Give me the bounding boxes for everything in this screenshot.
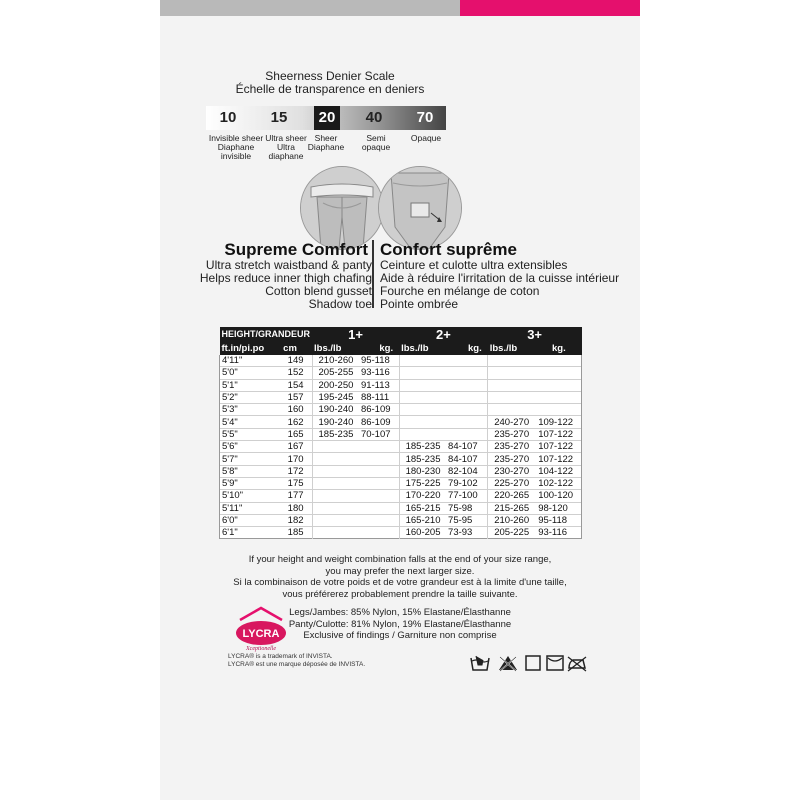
- height-ft-cell: 6'0": [220, 514, 282, 526]
- height-ft-cell: 5'6": [220, 441, 282, 453]
- denier-40: 40: [365, 109, 383, 126]
- size3-kg-cell: 102-122: [536, 477, 581, 489]
- size2-kg-cell: [446, 379, 488, 391]
- height-header: HEIGHT/GRANDEUR: [220, 327, 313, 341]
- height-ft-cell: 5'10": [220, 490, 282, 502]
- feature-en-4: Shadow toe: [308, 297, 372, 311]
- size1-kg-cell: 93-116: [360, 367, 390, 379]
- denier-15: 15: [270, 109, 288, 126]
- lbs-header-2: lbs./lb: [399, 341, 446, 355]
- height-cm-cell: 152: [287, 367, 304, 379]
- features-divider: [372, 240, 374, 308]
- size2-kg-cell: 82-104: [448, 465, 478, 477]
- kg-header-1: kg.: [359, 341, 399, 355]
- denier-label-10: Invisible sheer Diaphane invisible: [208, 133, 264, 161]
- height-cm-cell: 154: [287, 379, 304, 391]
- size3-lbs-cell: 210-260: [488, 514, 536, 526]
- size1-kg-cell: [359, 514, 399, 526]
- height-ft-cell: 5'2": [220, 391, 282, 403]
- size2-lbs-cell: 160-205: [399, 527, 446, 539]
- size1-lbs-cell: [312, 453, 359, 465]
- waistband-illustration: [300, 166, 384, 250]
- size2-kg-cell: 73-93: [448, 527, 473, 539]
- size1-lbs-cell: [312, 514, 359, 526]
- size3-kg-cell: [536, 355, 581, 367]
- size1-kg-cell: 86-109: [360, 404, 391, 416]
- size1-kg-cell: 91-113: [360, 379, 390, 391]
- size3-lbs-cell: 230-270: [488, 465, 536, 477]
- size3-lbs-cell: [488, 404, 536, 416]
- height-cm-cell: 167: [287, 441, 304, 453]
- height-ft-cell: 5'7": [220, 453, 282, 465]
- feature-fr-1: Ceinture et culotte ultra extensibles: [380, 258, 568, 272]
- size3-kg-cell: [536, 404, 581, 416]
- size-header-3: 3+: [488, 327, 582, 341]
- size1-lbs-cell: 200-250: [312, 379, 359, 391]
- height-ft-cell: 5'8": [220, 465, 282, 477]
- no-bleach-icon: [498, 654, 518, 677]
- height-cm-cell: 149: [287, 355, 304, 367]
- denier-label-40: Semi opaque: [361, 133, 391, 152]
- size1-lbs-cell: 185-235: [312, 428, 359, 440]
- size1-kg-cell: [359, 490, 399, 502]
- size2-lbs-cell: 175-225: [399, 477, 446, 489]
- height-ft-cell: 5'4": [220, 416, 282, 428]
- table-row: [220, 428, 582, 440]
- gusset-illustration: [378, 166, 462, 250]
- table-row: [220, 355, 582, 367]
- size3-kg-cell: 109-122: [536, 416, 581, 428]
- features-title-en: Supreme Comfort: [224, 240, 368, 259]
- size2-kg-cell: 75-98: [448, 502, 473, 514]
- size2-lbs-cell: [399, 416, 446, 428]
- top-bar-grey: [160, 0, 460, 16]
- size3-kg-cell: 104-122: [536, 465, 581, 477]
- size3-lbs-cell: 240-270: [488, 416, 536, 428]
- table-row: [220, 416, 582, 428]
- size1-lbs-cell: 190-240: [312, 416, 359, 428]
- size1-lbs-cell: [312, 477, 359, 489]
- height-cm-cell: 175: [287, 478, 304, 490]
- size2-lbs-cell: [399, 355, 446, 367]
- kg-header-3: kg.: [536, 341, 581, 355]
- height-ft-cell: 5'11": [220, 502, 282, 514]
- size3-kg-cell: 100-120: [536, 490, 581, 502]
- size3-kg-cell: 107-122: [536, 428, 581, 440]
- height-ft-cell: 5'3": [220, 404, 282, 416]
- size2-lbs-cell: 185-235: [399, 441, 446, 453]
- feature-fr-2: Aide à réduire l'irritation de la cuisse intérieur: [380, 271, 620, 285]
- size1-kg-cell: 88-111: [360, 392, 390, 404]
- size1-lbs-cell: 210-260: [312, 355, 359, 367]
- size3-kg-cell: 95-118: [536, 514, 581, 526]
- table-row: [220, 379, 582, 391]
- size3-lbs-cell: 235-270: [488, 453, 536, 465]
- size2-kg-cell: [446, 416, 488, 428]
- denier-label-20: Sheer Diaphane: [307, 133, 345, 152]
- table-row: [220, 490, 582, 502]
- height-cm-cell: 182: [287, 515, 304, 526]
- table-row: [220, 514, 582, 526]
- size2-lbs-cell: 165-215: [399, 502, 446, 514]
- table-row: [220, 441, 582, 453]
- unit-cm-header: cm: [281, 341, 312, 355]
- feature-en-2: Helps reduce inner thigh chafing: [199, 271, 372, 285]
- size3-kg-cell: 107-122: [536, 453, 581, 465]
- size1-kg-cell: 86-109: [360, 416, 391, 428]
- lycra-sub-text: Xceptionelle: [246, 646, 276, 652]
- height-ft-cell: 4'11": [220, 355, 282, 367]
- size2-kg-cell: 79-102: [448, 478, 478, 490]
- height-cm-cell: 165: [287, 428, 304, 440]
- hand-wash-icon: [470, 654, 490, 677]
- size2-kg-cell: [446, 367, 488, 379]
- table-row: [220, 391, 582, 403]
- size3-kg-cell: [536, 379, 581, 391]
- size1-lbs-cell: [312, 527, 359, 539]
- height-cm-cell: 177: [287, 490, 304, 502]
- height-ft-cell: 5'9": [220, 477, 282, 489]
- fabric-composition: Legs/Jambes: 85% Nylon, 15% Elastane/Élasthanne Panty/Culotte: 81% Nylon, 19% Elastane/Élasthanne Exclusive of findings / Garniture non comprise: [288, 607, 512, 641]
- size1-kg-cell: 95-118: [360, 355, 390, 367]
- height-ft-cell: 6'1": [220, 527, 282, 539]
- size2-lbs-cell: 170-220: [399, 490, 446, 502]
- size2-kg-cell: [446, 355, 488, 367]
- size3-lbs-cell: 205-225: [488, 527, 536, 539]
- lycra-logo-text: LYCRA: [242, 628, 280, 640]
- size1-kg-cell: [359, 502, 399, 514]
- size3-lbs-cell: [488, 379, 536, 391]
- size2-lbs-cell: 165-210: [399, 514, 446, 526]
- size1-lbs-cell: [312, 490, 359, 502]
- denier-label-70: Opaque: [410, 133, 442, 143]
- table-row: [220, 367, 582, 379]
- size-note: If your height and weight combination falls at the end of your size range, you may prefer the next larger size. Si la combinaison de votre poids et de votre grandeur est à la limite d'une taille, vous préférerez probablement prendre la taille suivante.: [233, 554, 567, 600]
- size3-lbs-cell: 225-270: [488, 477, 536, 489]
- size2-lbs-cell: [399, 391, 446, 403]
- size3-kg-cell: 107-122: [536, 441, 581, 453]
- table-row: [220, 502, 582, 514]
- height-cm-cell: 157: [287, 392, 304, 404]
- size-chart-table: [219, 327, 582, 539]
- denier-title-en: Sheerness Denier Scale: [265, 69, 395, 83]
- size3-lbs-cell: 235-270: [488, 428, 536, 440]
- size3-lbs-cell: 215-265: [488, 502, 536, 514]
- kg-header-2: kg.: [446, 341, 488, 355]
- size1-lbs-cell: 195-245: [312, 391, 359, 403]
- height-ft-cell: 5'5": [220, 428, 282, 440]
- denier-title-fr: Échelle de transparence en deniers: [235, 82, 425, 96]
- lycra-trademark: LYCRA® is a trademark of INVISTA. LYCRA® est une marque déposée de INVISTA.: [228, 653, 366, 668]
- denier-20-selected: 20: [314, 106, 340, 130]
- height-cm-cell: 162: [287, 416, 304, 428]
- lbs-header-3: lbs./lb: [488, 341, 536, 355]
- size2-lbs-cell: 185-235: [399, 453, 446, 465]
- size3-kg-cell: [536, 367, 581, 379]
- size-header-1: 1+: [312, 327, 399, 341]
- table-row: [220, 453, 582, 465]
- height-cm-cell: 180: [287, 502, 304, 514]
- size1-lbs-cell: 205-255: [312, 367, 359, 379]
- feature-fr-3: Fourche en mélange de coton: [380, 284, 540, 298]
- denier-label-15: Ultra sheer Ultra diaphane: [265, 133, 307, 161]
- table-row: [220, 404, 582, 416]
- size1-kg-cell: [359, 453, 399, 465]
- size2-kg-cell: 84-107: [448, 441, 478, 453]
- size1-kg-cell: 70-107: [360, 428, 391, 440]
- size-header-2: 2+: [399, 327, 488, 341]
- denier-scale-title: [180, 70, 480, 96]
- size2-kg-cell: 77-100: [448, 490, 478, 502]
- tumble-dry-icon: [525, 654, 541, 677]
- height-cm-cell: 185: [287, 527, 304, 539]
- table-row: [220, 465, 582, 477]
- size3-kg-cell: 93-116: [536, 527, 581, 539]
- size2-lbs-cell: [399, 404, 446, 416]
- feature-en-3: Cotton blend gusset: [265, 284, 372, 298]
- size3-kg-cell: [536, 391, 581, 403]
- denier-70: 70: [416, 109, 434, 126]
- lbs-header-1: lbs./lb: [312, 341, 359, 355]
- size1-kg-cell: [359, 477, 399, 489]
- no-iron-icon: [566, 654, 588, 677]
- size1-lbs-cell: 190-240: [312, 404, 359, 416]
- features-title-fr: Confort suprême: [380, 240, 517, 259]
- table-row: [220, 527, 582, 539]
- size1-kg-cell: [359, 465, 399, 477]
- size2-kg-cell: [446, 391, 488, 403]
- denier-10: 10: [219, 109, 237, 126]
- size1-lbs-cell: [312, 465, 359, 477]
- size3-lbs-cell: 235-270: [488, 441, 536, 453]
- size2-kg-cell: 75-95: [448, 515, 473, 526]
- table-row: [220, 477, 582, 489]
- unit-ft-header: ft.in/pi.po: [220, 341, 282, 355]
- size3-lbs-cell: 220-265: [488, 490, 536, 502]
- feature-fr-4: Pointe ombrée: [380, 297, 459, 311]
- height-cm-cell: 170: [287, 453, 304, 465]
- line-dry-icon: [546, 654, 564, 677]
- size2-lbs-cell: 180-230: [399, 465, 446, 477]
- size3-lbs-cell: [488, 355, 536, 367]
- size1-kg-cell: [359, 441, 399, 453]
- top-bar-pink: [460, 0, 640, 16]
- size2-kg-cell: [446, 404, 488, 416]
- size2-kg-cell: 84-107: [448, 453, 478, 465]
- size2-kg-cell: [446, 428, 488, 440]
- size2-lbs-cell: [399, 428, 446, 440]
- size2-lbs-cell: [399, 367, 446, 379]
- size1-kg-cell: [359, 527, 399, 539]
- denier-scale-bar: [206, 106, 446, 130]
- size3-lbs-cell: [488, 391, 536, 403]
- height-cm-cell: 172: [287, 465, 304, 477]
- lycra-logo: [234, 606, 288, 657]
- height-ft-cell: 5'0": [220, 367, 282, 379]
- size1-lbs-cell: [312, 502, 359, 514]
- size2-lbs-cell: [399, 379, 446, 391]
- size1-lbs-cell: [312, 441, 359, 453]
- height-cm-cell: 160: [287, 404, 304, 416]
- size3-lbs-cell: [488, 367, 536, 379]
- size3-kg-cell: 98-120: [536, 502, 581, 514]
- height-ft-cell: 5'1": [220, 379, 282, 391]
- feature-en-1: Ultra stretch waistband & panty: [205, 258, 372, 272]
